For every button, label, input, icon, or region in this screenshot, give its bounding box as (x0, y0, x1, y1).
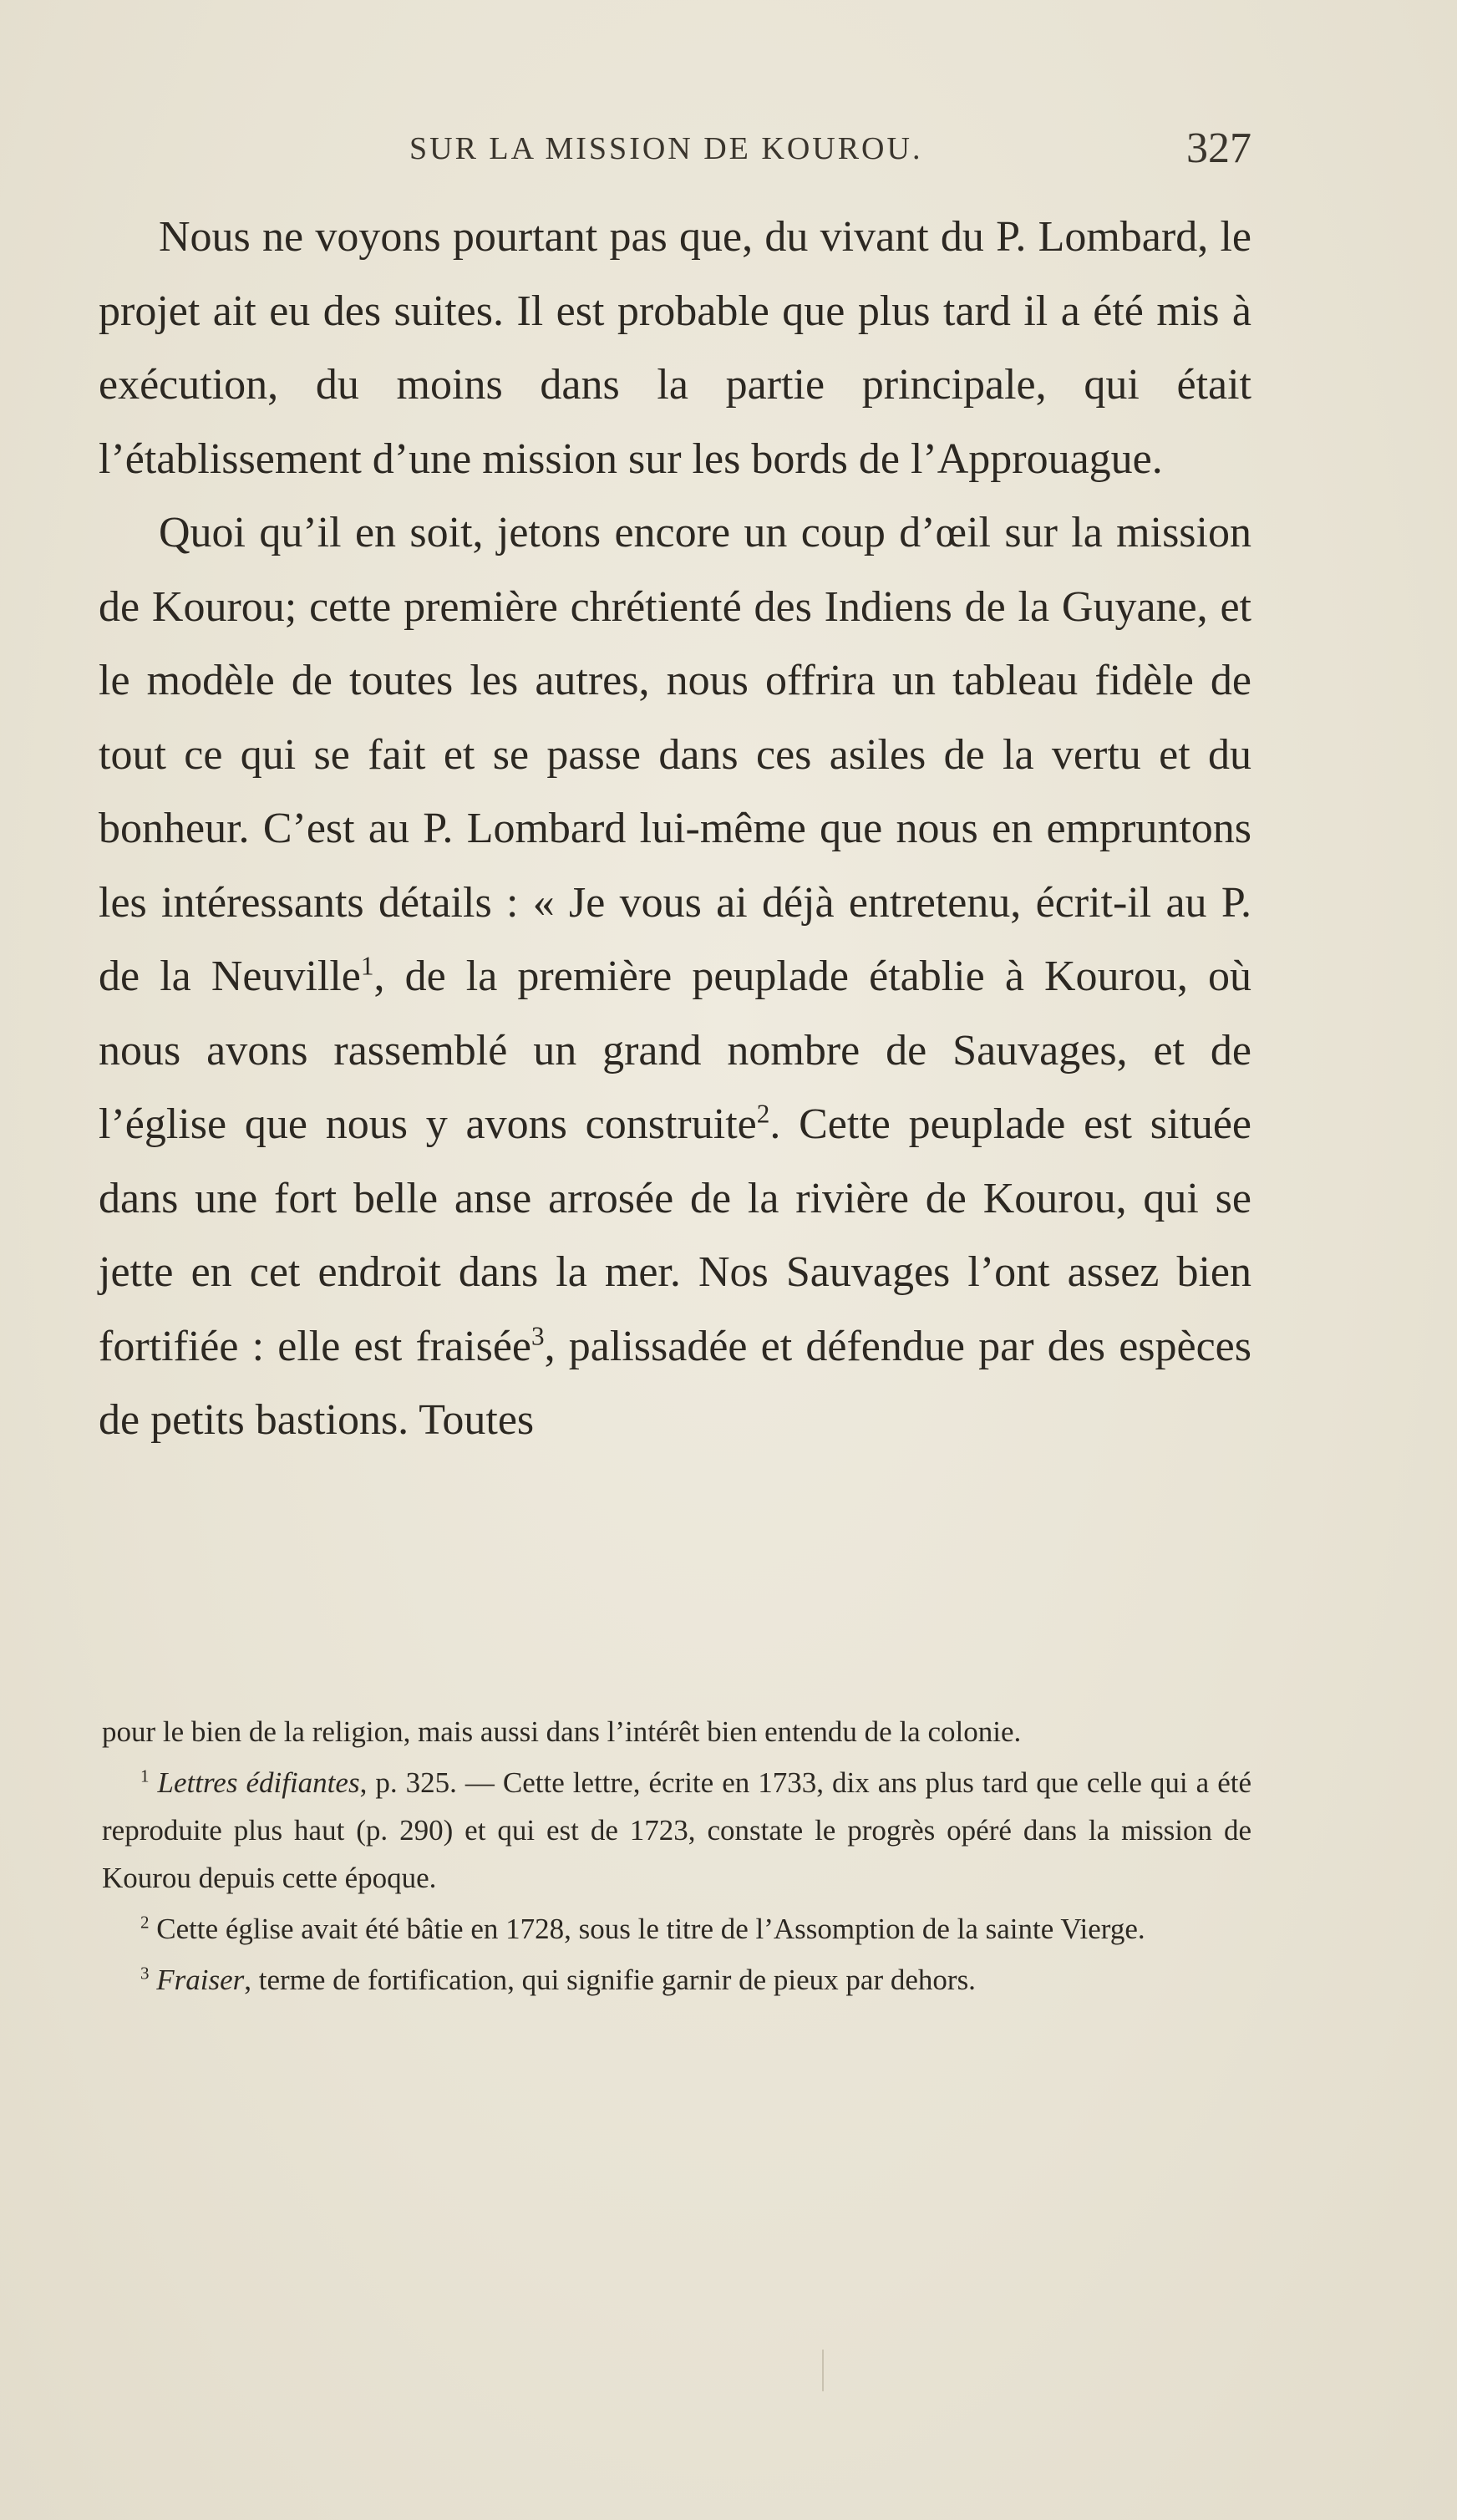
page-number: 327 (1186, 124, 1251, 172)
footnote-text: pour le bien de la religion, mais aussi dans l’intérêt bien entendu de la colonie. (102, 1715, 1022, 1748)
paragraph-text: Quoi qu’il en soit, jetons encore un coup d’œil sur la mission de Kourou; cette première chrétienté des Indiens de la Guyane, et le modèle de toutes les autres, nous offrira un tableau fidèle de tout ce qui se fait et se passe dans ces asiles de la vertu et du bonheur. C’est au P. Lombard lui-même que nous en empruntons les intéressants détails : « Je vous ai déjà entretenu, écrit-il au P. de la Neuville (99, 509, 1251, 1000)
paragraph-text: , palissadée et défendue par des espèces de petits bastions. Toutes (99, 1322, 1251, 1444)
footnote-ref: 2 (756, 1099, 770, 1129)
footnote-ref: 1 (360, 951, 374, 981)
footnote-term: Fraiser (156, 1964, 245, 1996)
footnote-text: Cette église avait été bâtie en 1728, sous le titre de l’Assomption de la sainte Vierge. (156, 1913, 1145, 1945)
main-text (99, 201, 1251, 1458)
running-title: SUR LA MISSION DE KOUROU. (409, 131, 923, 166)
footnote-continuation (102, 1708, 1251, 1755)
footnote-text: , terme de fortification, qui signifie garnir de pieux par dehors. (244, 1964, 976, 1996)
footnote-3 (102, 1956, 1251, 2004)
footnote-1 (102, 1759, 1251, 1902)
running-head (99, 124, 1251, 174)
footnote-2 (102, 1905, 1251, 1953)
footnote-title: Lettres édifiantes (157, 1766, 360, 1799)
footnote-ref: 3 (531, 1321, 545, 1351)
paragraph-text: . Cette peuplade est située dans une fort belle anse arrosée de la rivière de Kourou, qui se jette en cet endroit dans la mer. Nos Sauvages l’ont assez bien fortifiée : elle est fraisée (99, 1100, 1251, 1370)
paragraph (99, 201, 1251, 496)
footnote-number: 3 (140, 1963, 150, 1984)
footnote-number: 1 (140, 1766, 150, 1786)
footnote-number: 2 (140, 1912, 150, 1933)
paragraph-text: Nous ne voyons pourtant pas que, du vivant du P. Lombard, le projet ait eu des suites. Il est probable que plus tard il a été mis à exécution, du moins dans la partie principale, qui était l’établissement d’une mission sur les bords de l’Approuague. (99, 213, 1251, 483)
paper-mark (822, 2350, 824, 2391)
paragraph (99, 496, 1251, 1458)
footnotes (102, 1708, 1251, 2007)
footnote-text: , p. 325. — Cette lettre, écrite en 1733, dix ans plus tard que celle qui a été reproduite plus haut (p. 290) et qui est de 1723, constate le progrès opéré dans la mission de Kourou depuis cette époque. (102, 1766, 1252, 1894)
paragraph-text: , de la première peuplade établie à Kourou, où nous avons rassemblé un grand nombre de Sauvages, et de l’église que nous y avons construite (99, 953, 1251, 1148)
